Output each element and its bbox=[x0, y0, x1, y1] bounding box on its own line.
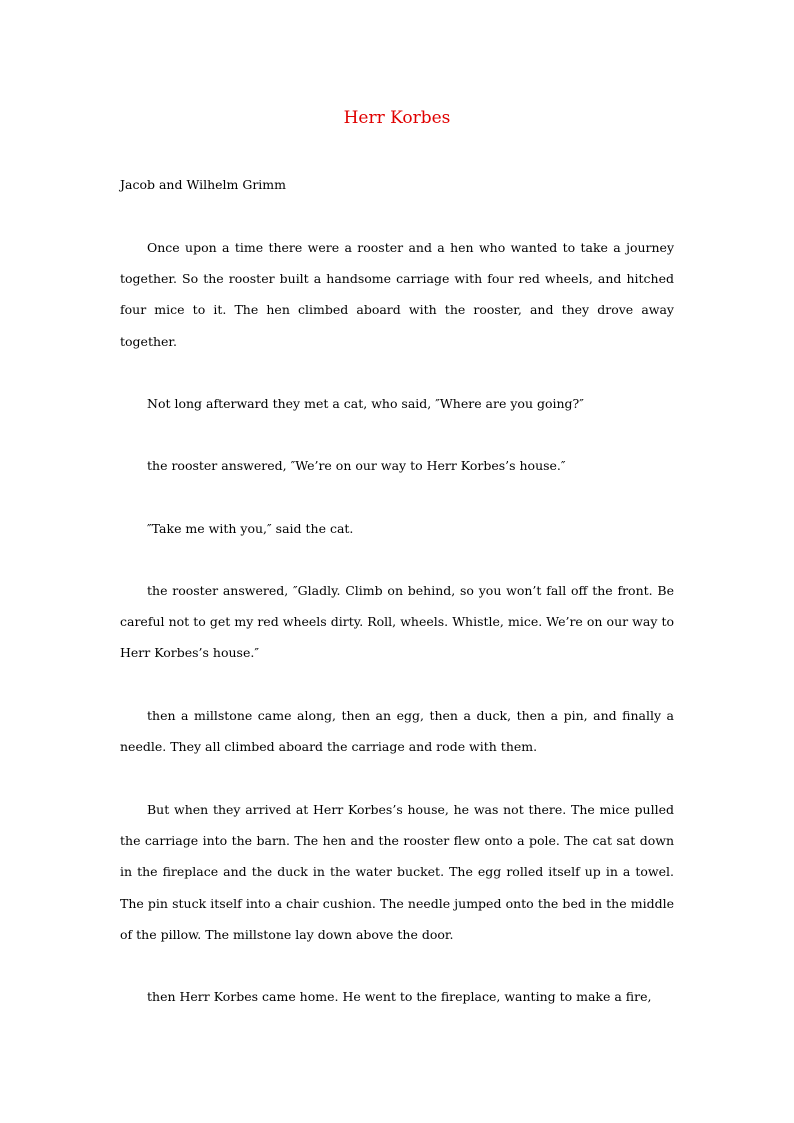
paragraph-5: the rooster answered, ″Gladly. Climb on behind, so you won’t fall off the front. Be careful not to get my red wheels dirty. Roll, wheels. Whistle, mice. We’re on our way to Herr Korbes’s house.″ bbox=[120, 583, 674, 661]
paragraph-3: the rooster answered, ″We’re on our way to Herr Korbes’s house.″ bbox=[147, 458, 566, 473]
paragraph-4: ″Take me with you,″ said the cat. bbox=[147, 521, 354, 536]
paragraph-8: then Herr Korbes came home. He went to the fireplace, wanting to make a fire, bbox=[147, 989, 652, 1004]
author-line: Jacob and Wilhelm Grimm bbox=[120, 177, 287, 192]
paragraph-7: But when they arrived at Herr Korbes’s house, he was not there. The mice pulled the carriage into the barn. The hen and the rooster flew onto a pole. The cat sat down in the fireplace and the duck in the water bucket. The egg rolled itself up in a towel. The pin stuck itself into a chair cushion. The needle jumped onto the bed in the middle of the pillow. The millstone lay down above the door. bbox=[120, 802, 674, 942]
paragraph-1: Once upon a time there were a rooster and a hen who wanted to take a journey together. So the rooster built a handsome carriage with four red wheels, and hitched four mice to it. The hen climbed aboard with the rooster, and they drove away together. bbox=[120, 240, 674, 349]
paragraph-6: then a millstone came along, then an egg, then a duck, then a pin, and finally a needle. They all climbed aboard the carriage and rode with them. bbox=[120, 708, 674, 755]
document-title: Herr Korbes bbox=[343, 108, 451, 128]
paragraph-2: Not long afterward they met a cat, who said, ″Where are you going?″ bbox=[147, 396, 584, 411]
